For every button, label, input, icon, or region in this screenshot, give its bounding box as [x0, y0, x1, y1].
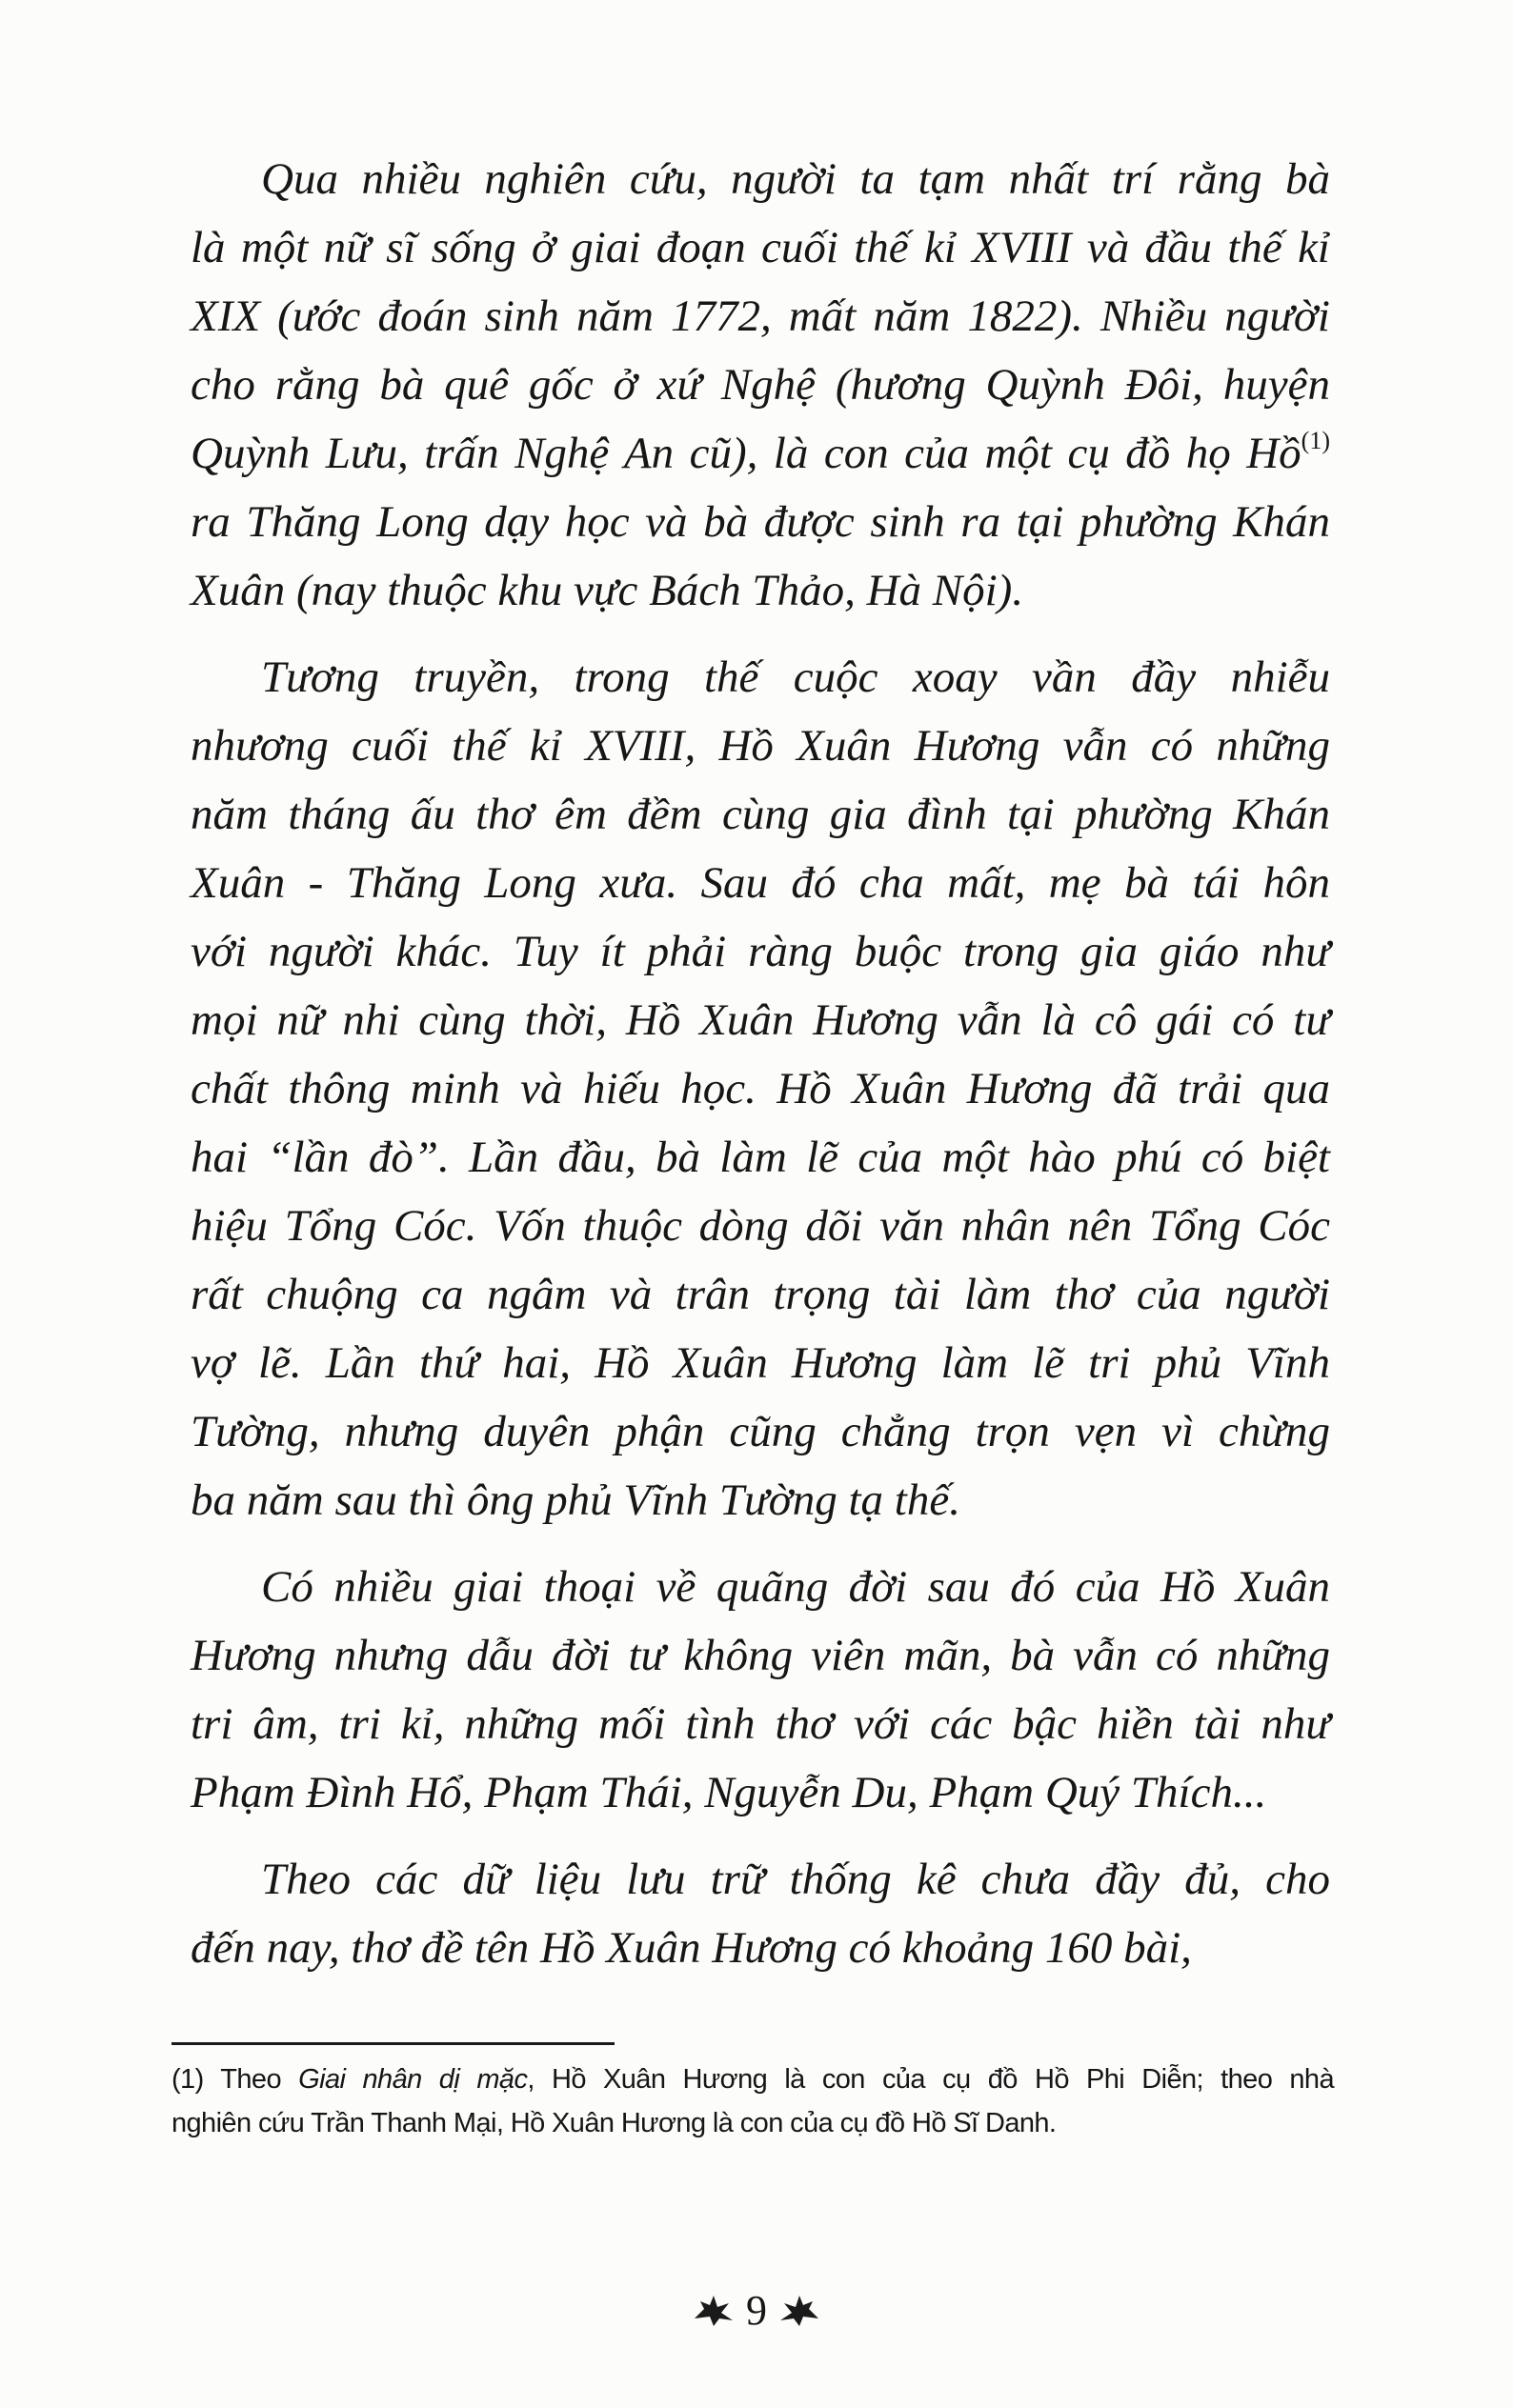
footnote-line-1	[171, 2057, 1334, 2101]
text-line: ra Thăng Long dạy học và bà được sinh ra tại phường Khán	[191, 497, 1330, 547]
text-line: cho rằng bà quê gốc ở xứ Nghệ (hương Quỳnh Đôi, huyện	[191, 360, 1330, 410]
paragraph	[191, 145, 1330, 625]
text-line: tri âm, tri kỉ, những mối tình thơ với các bậc hiền tài như	[191, 1699, 1330, 1749]
text-line: mọi nữ nhi cùng thời, Hồ Xuân Hương vẫn là cô gái có tư	[191, 995, 1330, 1045]
text-line: Hương nhưng dẫu đời tư không viên mãn, bà vẫn có những	[191, 1631, 1330, 1680]
body-text	[191, 145, 1330, 2000]
text-line: ba năm sau thì ông phủ Vĩnh Tường tạ thế.	[191, 1475, 960, 1525]
paragraph	[191, 643, 1330, 1535]
text-line: là một nữ sĩ sống ở giai đoạn cuối thế kỉ XVIII và đầu thế kỉ	[191, 223, 1330, 272]
text-line: Qua nhiều nghiên cứu, người ta tạm nhất trí rằng bà	[261, 154, 1330, 204]
text-line: Quỳnh Lưu, trấn Nghệ An cũ), là con của một cụ đồ họ Hồ$^{(1)}$	[191, 427, 1330, 478]
text-line: đến nay, thơ đề tên Hồ Xuân Hương có khoảng 160 bài,	[191, 1923, 1192, 1973]
right-ornament-icon	[775, 2290, 822, 2338]
text-line: nhương cuối thế kỉ XVIII, Hồ Xuân Hương vẫn có những	[191, 721, 1330, 771]
left-ornament-icon	[691, 2290, 738, 2338]
text-line: chất thông minh và hiếu học. Hồ Xuân Hương đã trải qua	[191, 1064, 1330, 1114]
text-line: Có nhiều giai thoại về quãng đời sau đó của Hồ Xuân	[261, 1562, 1330, 1612]
text-line: với người khác. Tuy ít phải ràng buộc trong gia giáo như	[191, 927, 1330, 976]
text-line: Tương truyền, trong thế cuộc xoay vần đầy nhiễu	[261, 652, 1330, 702]
text-line: hai “lần đò”. Lần đầu, bà làm lẽ của một hào phú có biệt	[191, 1133, 1330, 1182]
page-number: 9	[746, 2287, 767, 2334]
page-number-area	[0, 2286, 1513, 2338]
text-line: rất chuộng ca ngâm và trân trọng tài làm thơ của người	[191, 1270, 1330, 1319]
text-line: Tường, nhưng duyên phận cũng chẳng trọn vẹn vì chừng	[191, 1407, 1330, 1456]
text-line: XIX (ước đoán sinh năm 1772, mất năm 1822). Nhiều người	[191, 291, 1330, 341]
footnote-divider	[171, 2042, 615, 2045]
footnote	[171, 2057, 1334, 2145]
footnote-book-title: Giai nhân dị mặc	[298, 2064, 528, 2095]
footnote-marker: (1) Theo	[171, 2064, 299, 2095]
text-line: Phạm Đình Hổ, Phạm Thái, Nguyễn Du, Phạm Quý Thích...	[191, 1768, 1267, 1817]
text-line: Theo các dữ liệu lưu trữ thống kê chưa đầy đủ, cho	[261, 1855, 1330, 1904]
paragraph	[191, 1845, 1330, 1982]
paragraph	[191, 1553, 1330, 1827]
text-line: vợ lẽ. Lần thứ hai, Hồ Xuân Hương làm lẽ tri phủ Vĩnh	[191, 1338, 1330, 1388]
footnote-text: , Hồ Xuân Hương là con của cụ đồ Hồ Phi Diễn; theo nhà	[527, 2064, 1334, 2095]
text-line: Xuân (nay thuộc khu vực Bách Thảo, Hà Nội).	[191, 566, 1024, 615]
footnote-line-2: nghiên cứu Trần Thanh Mại, Hồ Xuân Hương là con của cụ đồ Hồ Sĩ Danh.	[171, 2108, 1057, 2138]
text-line: Xuân - Thăng Long xưa. Sau đó cha mất, mẹ bà tái hôn	[191, 858, 1330, 908]
text-line: năm tháng ấu thơ êm đềm cùng gia đình tại phường Khán	[191, 790, 1330, 839]
footnote-reference[interactable]: (1)	[1301, 427, 1330, 454]
text-line: hiệu Tổng Cóc. Vốn thuộc dòng dõi văn nhân nên Tổng Cóc	[191, 1201, 1330, 1251]
